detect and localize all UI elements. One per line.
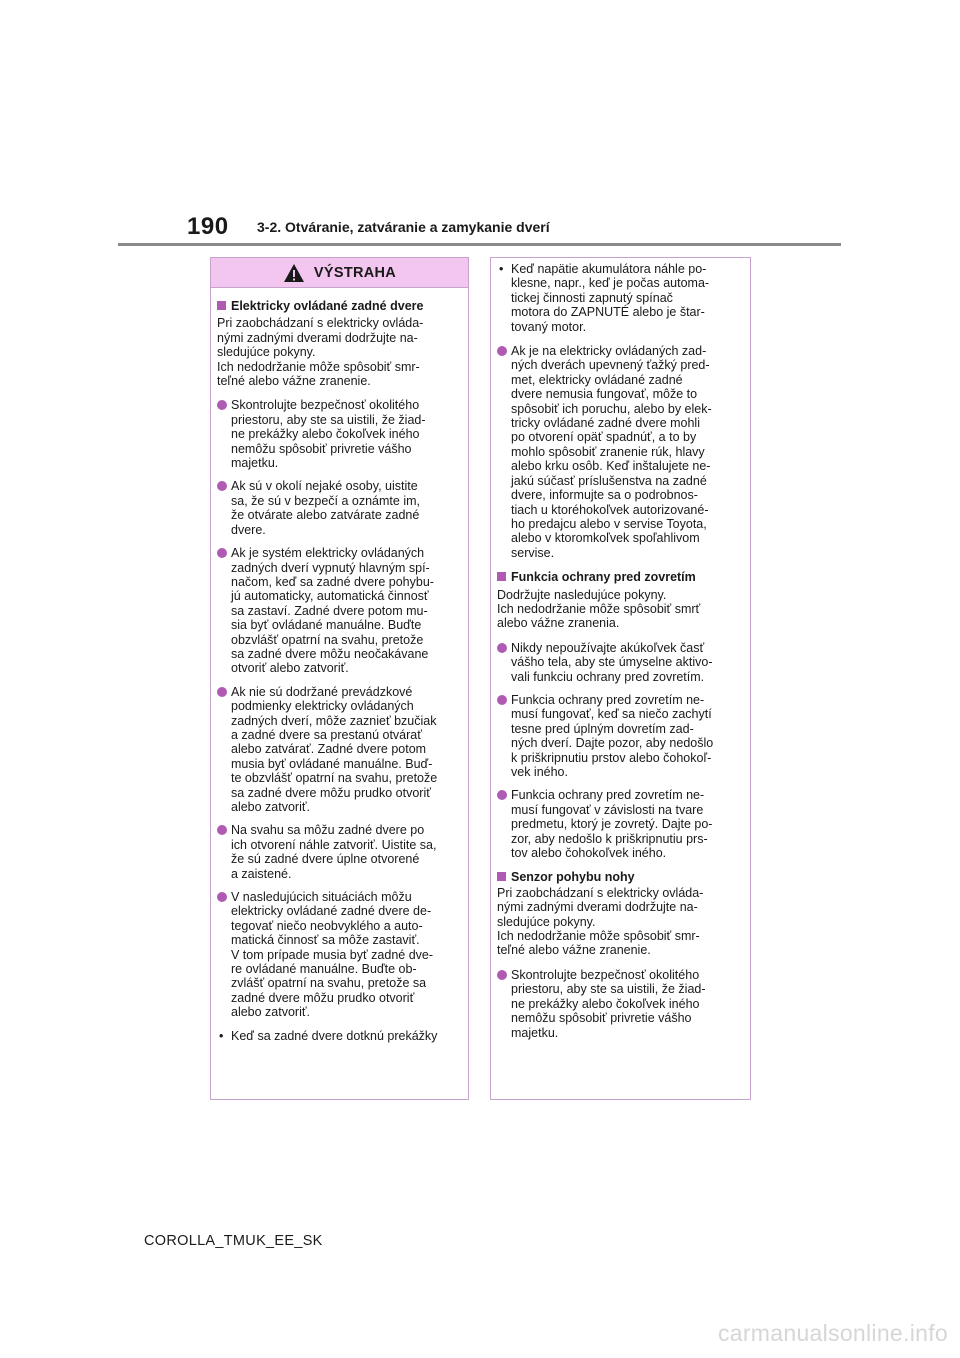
circle-bullet-icon bbox=[497, 970, 507, 980]
circle-bullet-icon bbox=[217, 687, 227, 697]
circle-bullet-icon bbox=[217, 400, 227, 410]
warning-item: Nikdy nepoužívajte akúkoľvek časť vášho tela, aby ste úmyselne aktivo- vali funkciu ochrany pred zovretím. bbox=[497, 641, 744, 684]
warning-item: V nasledujúcich situáciách môžu elektricky ovládané zadné dvere de- tegovať niečo neobvyklého a auto- matická činnosť sa môže zastaviť. V tom prípade musia byť zadné dve- re ovládané manuálne. Buďte ob- zvlášť opatrní na svahu, pretože sa zadné dvere môžu prudko otvoriť alebo zatvoriť. bbox=[217, 890, 462, 1020]
warning-item: Ak nie sú dodržané prevádzkové podmienky elektricky ovládaných zadných dverí, môže zaznieť bzučiak a zadné dvere sa prestanú otvárať alebo zatvárať. Zadné dvere potom musia byť ovládané manuálne. Buď- te obzvlášť opatrní na svahu, pretože sa zadné dvere môžu prudko otvoriť alebo zatvoriť. bbox=[217, 685, 462, 815]
document-code: COROLLA_TMUK_EE_SK bbox=[144, 1233, 323, 1249]
header-divider bbox=[118, 243, 841, 246]
circle-bullet-icon bbox=[497, 790, 507, 800]
warning-item: Skontrolujte bezpečnosť okolitého priestoru, aby ste sa uistili, že žiad- ne prekážky alebo čokoľvek iného nemôžu spôsobiť privretie vášho majetku. bbox=[217, 398, 462, 470]
warning-header bbox=[211, 258, 468, 288]
intro-paragraph: Pri zaobchádzaní s elektricky ovláda- nými zadnými dverami dodržujte na- sledujúce pokyny. Ich nedodržanie môže spôsobiť smr- teľné alebo vážne zranenie. bbox=[217, 316, 424, 389]
circle-bullet-icon bbox=[217, 548, 227, 558]
warning-triangle-icon bbox=[283, 263, 305, 283]
watermark: carmanualsonline.info bbox=[717, 1320, 948, 1346]
intro-paragraph: Pri zaobchádzaní s elektricky ovláda- nými zadnými dverami dodržujte na- sledujúce pokyny. Ich nedodržanie môže spôsobiť smr- teľné alebo vážne zranenie. bbox=[497, 885, 704, 958]
square-bullet-icon bbox=[497, 572, 506, 581]
circle-bullet-icon bbox=[497, 346, 507, 356]
sub-bullet: • Keď napätie akumulátora náhle po- klesne, napr., keď je počas automa- tickej činnosti zapnutý spínač motora do ZAPNUTÉ alebo je štar- tovaný motor. bbox=[499, 262, 710, 334]
square-bullet-icon bbox=[217, 301, 226, 310]
warning-box-right bbox=[490, 257, 751, 1100]
circle-bullet-icon bbox=[217, 481, 227, 491]
subheading-jam-protection: Funkcia ochrany pred zovretím bbox=[497, 570, 744, 584]
warning-item: Skontrolujte bezpečnosť okolitého priestoru, aby ste sa uistili, že žiad- ne prekážky alebo čokoľvek iného nemôžu spôsobiť privretie vášho majetku. bbox=[497, 968, 744, 1040]
warning-item: Ak je systém elektricky ovládaných zadných dverí vypnutý hlavným spí- načom, keď sa zadné dvere pohybu- jú automaticky, automatická činnosť sa zastaví. Zadné dvere potom mu- sia byť ovládané manuálne. Buďte obzvlášť opatrní na svahu, pretože sa zadné dvere môžu neočakávane otvoriť alebo zatvoriť. bbox=[217, 546, 462, 676]
subheading-kick-sensor: Senzor pohybu nohy bbox=[497, 870, 744, 884]
warning-item: Funkcia ochrany pred zovretím ne- musí fungovať v závislosti na tvare predmetu, ktorý je zovretý. Dajte po- zor, aby nedošlo k priškripnutiu prs- tov alebo čohokoľvek iného. bbox=[497, 788, 744, 860]
warning-item: Funkcia ochrany pred zovretím ne- musí fungovať, keď sa niečo zachytí tesne pred úplným dovretím zad- ných dverí. Dajte pozor, aby nedošlo k priškripnutiu prstov alebo čohokoľ- vek iného. bbox=[497, 693, 744, 779]
square-bullet-icon bbox=[497, 872, 506, 881]
warning-title: VÝSTRAHA bbox=[313, 264, 397, 281]
circle-bullet-icon bbox=[497, 643, 507, 653]
circle-bullet-icon bbox=[497, 695, 507, 705]
circle-bullet-icon bbox=[217, 825, 227, 835]
intro-paragraph: Dodržujte nasledujúce pokyny. Ich nedodržanie môže spôsobiť smrť alebo vážne zranenia. bbox=[497, 587, 701, 631]
subheading-power-door: Elektricky ovládané zadné dvere bbox=[217, 299, 462, 313]
sub-bullet: • Keď sa zadné dvere dotknú prekážky bbox=[219, 1028, 438, 1043]
section-title: 3-2. Otváranie, zatváranie a zamykanie dverí bbox=[257, 219, 550, 235]
warning-item: Na svahu sa môžu zadné dvere po ich otvorení náhle zatvoriť. Uistite sa, že sú zadné dvere úplne otvorené a zaistené. bbox=[217, 823, 462, 881]
warning-box-left bbox=[210, 257, 469, 1100]
warning-item: Ak sú v okolí nejaké osoby, uistite sa, že sú v bezpečí a oznámte im, že otvárate alebo zatvárate zadné dvere. bbox=[217, 479, 462, 537]
circle-bullet-icon bbox=[217, 892, 227, 902]
page-number: 190 bbox=[187, 213, 229, 240]
warning-item: Ak je na elektricky ovládaných zad- ných dverách upevnený ťažký pred- met, elektricky ovládané zadné dvere nemusia fungovať, môže to spôsobiť ich poruchu, alebo by elek- tricky ovládané zadné dvere mohli po otvorení opäť spadnúť, a to by mohlo spôsobiť zranenie rúk, hlavy alebo krku osôb. Keď inštalujete ne- jakú súčasť príslušenstva na zadné dvere, informujte sa o podrobnos- tiach u ktoréhokoľvek autorizované- ho predajcu alebo v servise Toyota, alebo v ktoromkoľvek spoľahlivom servise. bbox=[497, 344, 744, 560]
